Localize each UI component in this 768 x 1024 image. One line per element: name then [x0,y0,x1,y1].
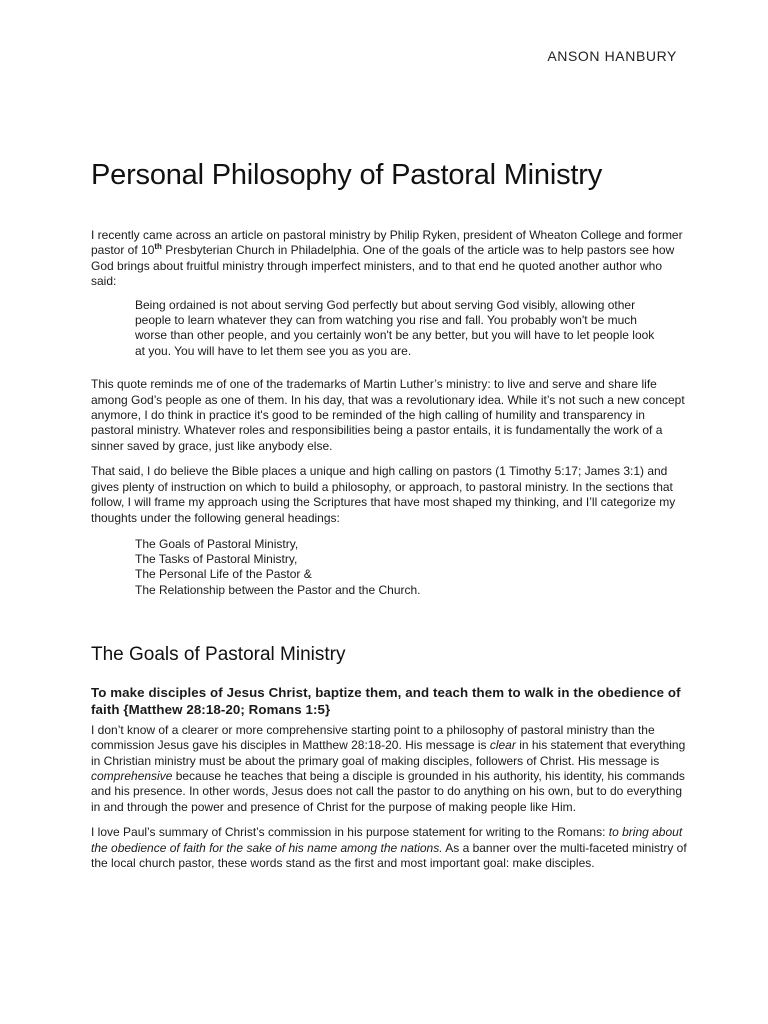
list-item: The Relationship between the Pastor and the Church. [135,582,421,597]
page-title: Personal Philosophy of Pastoral Ministry [91,159,603,191]
document-body [91,228,687,871]
list-item: The Tasks of Pastoral Ministry, [135,552,298,567]
list-item: The Personal Life of the Pastor & [135,567,312,582]
list-item: The Goals of Pastoral Ministry, [135,536,299,551]
intro-paragraph: I recently came across an article on pastoral ministry by Philip Ryken, president of Wheaton College and former pastor of 10th Presbyterian Church in Philadelphia. One of the goals of the article was to help pastors see how God brings about fruitful ministry through imperfect ministers, and to that end he quoted another author who said: [91,228,683,289]
headings-list [135,537,687,598]
author-name: ANSON HANBURY [547,48,677,64]
paragraph-commission: I don’t know of a clearer or more comprehensive starting point to a philosophy of pastoral ministry than the commission Jesus gave his disciples in Matthew 28:18-20. His message is clear in his statement that everything in Christian ministry must be about the primary goal of making disciples, followers of Christ. His message is comprehensive because he teaches that being a disciple is grounded in his authority, his identity, his commands and his presence. In other words, Jesus does not call the pastor to do anything on his own, but to do everything in and through the power and presence of Christ for the purpose of making people like Him. [91,722,686,814]
section-heading: The Goals of Pastoral Ministry [91,643,346,665]
ordinal-superscript: th [154,242,162,252]
paragraph-luther: This quote reminds me of one of the trademarks of Martin Luther’s ministry: to live and serve and share life among God’s people as one of them. In his day, that was a revolutionary idea. While it’s not such a new concept anymore, I do think in practice it's good to be reminded of the high calling of humility and transparency in pastoral ministry. Whatever roles and responsibilities being a pastor entails, it is fundamentally the work of a sinner saved by grace, just like anybody else. [91,377,685,453]
paragraph-romans: I love Paul’s summary of Christ’s commission in his purpose statement for writing to the Romans: to bring about the obedience of faith for the sake of his name among the nations. As a banner over the multi-faceted ministry of the local church pastor, these words stand as the first and most important goal: make disciples. [91,825,687,870]
paragraph-bible-calling: That said, I do believe the Bible places a unique and high calling on pastors (1 Timothy 5:17; James 3:1) and gives plenty of instruction on which to build a philosophy, or approach, to pastoral ministry. In the sections that follow, I will frame my approach using the Scriptures that have most shaped my thinking, and I’ll categorize my thoughts under the following general headings: [91,464,676,525]
block-quote: Being ordained is not about serving God perfectly but about serving God visibly, allowing other people to learn whatever they can from watching you rise and fall. You probably won't be much worse than other people, and you certainly won't be any better, but you will have to let people look at you. You will have to let them see you as you are. [135,297,655,358]
section-subheading: To make disciples of Jesus Christ, baptize them, and teach them to walk in the obedience of faith {Matthew 28:18-20; Romans 1:5} [91,684,681,717]
